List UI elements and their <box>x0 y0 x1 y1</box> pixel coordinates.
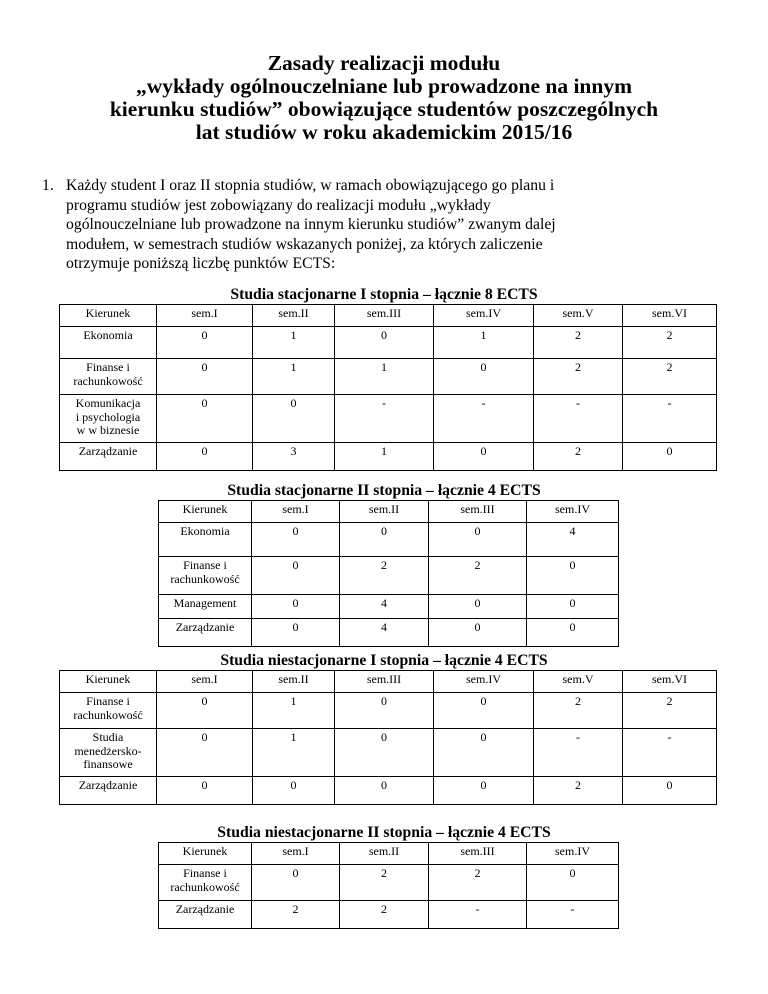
ects-value-cell: 0 <box>157 443 253 471</box>
column-header-semester: sem.III <box>335 305 434 327</box>
ects-value-cell: 0 <box>253 777 335 805</box>
intro-paragraph <box>42 176 706 274</box>
ects-value-cell: 2 <box>623 327 717 359</box>
ects-value-cell: 0 <box>527 557 619 595</box>
ects-value-cell: 0 <box>157 693 253 729</box>
column-header-semester: sem.I <box>252 843 340 865</box>
ects-value-cell: 0 <box>253 395 335 443</box>
ects-value-cell: 0 <box>434 693 534 729</box>
title-line: Zasady realizacji modułu <box>267 51 501 75</box>
section-heading-stacjonarne-1: Studia stacjonarne I stopnia – łącznie 8 ECTS <box>230 286 538 303</box>
ects-value-cell: 1 <box>335 359 434 395</box>
ects-value-cell: 0 <box>252 557 340 595</box>
kierunek-name-line: Studia <box>92 730 124 744</box>
ects-value-cell: 0 <box>527 865 619 901</box>
ects-value-cell: 0 <box>157 395 253 443</box>
ects-value-cell: 2 <box>340 865 429 901</box>
kierunek-name-line: rachunkowość <box>73 707 143 722</box>
table-stacjonarne-1 <box>59 304 717 471</box>
kierunek-name-line: w w biznesie <box>76 423 140 437</box>
title-line: lat studiów w roku akademickim 2015/16 <box>195 120 573 144</box>
table-row <box>159 901 619 929</box>
ects-value-cell: - <box>335 395 434 443</box>
row-kierunek-cell <box>60 443 157 471</box>
ects-value-cell: 0 <box>623 777 717 805</box>
column-header-semester: sem.V <box>534 305 623 327</box>
ects-value-cell: 1 <box>335 443 434 471</box>
table-row <box>159 865 619 901</box>
intro-line: ogólnouczelniane lub prowadzone na innym kierunku studiów” zwanym dalej <box>66 216 556 233</box>
column-header-semester: sem.IV <box>527 843 619 865</box>
ects-value-cell: 0 <box>429 595 527 619</box>
row-kierunek-cell <box>60 777 157 805</box>
ects-value-cell: 0 <box>527 595 619 619</box>
ects-value-cell: 0 <box>157 327 253 359</box>
table-row <box>60 729 717 777</box>
intro-line: otrzymuje poniższą liczbę punktów ECTS: <box>66 255 336 272</box>
column-header-semester: sem.III <box>429 501 527 523</box>
row-kierunek-cell <box>60 693 157 729</box>
ects-value-cell: 2 <box>534 693 623 729</box>
kierunek-name-line: Zarządzanie <box>175 902 235 916</box>
ects-value-cell: 0 <box>434 729 534 777</box>
ects-value-cell: 0 <box>429 619 527 647</box>
ects-value-cell: 0 <box>252 619 340 647</box>
ects-value-cell: - <box>534 729 623 777</box>
column-header-semester: sem.II <box>253 671 335 693</box>
kierunek-name-line: Zarządzanie <box>175 620 235 634</box>
column-header-semester: sem.VI <box>623 671 717 693</box>
section-heading-stacjonarne-2: Studia stacjonarne II stopnia – łącznie 4 ECTS <box>227 482 541 499</box>
column-header-kierunek: Kierunek <box>60 671 157 693</box>
intro-line: modułem, w semestrach studiów wskazanych poniżej, za których zaliczenie <box>66 235 543 253</box>
table-row <box>60 777 717 805</box>
table-header-row <box>159 843 619 865</box>
ects-value-cell: 0 <box>157 729 253 777</box>
intro-line: Każdy student I oraz II stopnia studiów, w ramach obowiązującego go planu i <box>66 177 555 194</box>
ects-value-cell: 2 <box>252 901 340 929</box>
table-row <box>60 443 717 471</box>
ects-value-cell: 1 <box>434 327 534 359</box>
row-kierunek-cell <box>159 557 252 595</box>
intro-line: programu studiów jest zobowiązany do realizacji modułu „wykłady <box>66 196 491 214</box>
ects-value-cell: - <box>527 901 619 929</box>
ects-value-cell: 0 <box>335 729 434 777</box>
column-header-semester: sem.I <box>157 305 253 327</box>
ects-value-cell: 0 <box>429 523 527 557</box>
table-row <box>159 619 619 647</box>
kierunek-name-line: rachunkowość <box>170 571 240 586</box>
table-row <box>159 595 619 619</box>
row-kierunek-cell <box>159 619 252 647</box>
ects-value-cell: 0 <box>623 443 717 471</box>
kierunek-name-line: rachunkowość <box>170 879 240 894</box>
row-kierunek-cell <box>60 327 157 359</box>
title-line: kierunku studiów” obowiązujące studentów poszczególnych <box>109 97 659 121</box>
ects-value-cell: 0 <box>252 523 340 557</box>
ects-value-cell: 0 <box>252 595 340 619</box>
table-row <box>60 359 717 395</box>
table-niestacjonarne-2 <box>158 842 619 929</box>
ects-value-cell: 1 <box>253 359 335 395</box>
column-header-semester: sem.II <box>340 501 429 523</box>
ects-value-cell: 2 <box>534 327 623 359</box>
ects-value-cell: 4 <box>527 523 619 557</box>
table-header-row <box>159 501 619 523</box>
row-kierunek-cell <box>159 595 252 619</box>
table-header-row <box>60 305 717 327</box>
ects-value-cell: 2 <box>623 693 717 729</box>
ects-value-cell: 4 <box>340 619 429 647</box>
row-kierunek-cell <box>60 729 157 777</box>
ects-value-cell: 1 <box>253 729 335 777</box>
ects-value-cell: - <box>534 395 623 443</box>
column-header-semester: sem.IV <box>434 671 534 693</box>
ects-value-cell: 0 <box>434 443 534 471</box>
column-header-semester: sem.V <box>534 671 623 693</box>
column-header-kierunek: Kierunek <box>60 305 157 327</box>
column-header-semester: sem.II <box>340 843 429 865</box>
ects-value-cell: 2 <box>429 865 527 901</box>
ects-value-cell: 0 <box>157 359 253 395</box>
ects-value-cell: 2 <box>534 777 623 805</box>
ects-value-cell: 0 <box>335 693 434 729</box>
column-header-semester: sem.II <box>253 305 335 327</box>
ects-value-cell: 1 <box>253 693 335 729</box>
ects-value-cell: 2 <box>340 557 429 595</box>
column-header-semester: sem.III <box>429 843 527 865</box>
ects-value-cell: 2 <box>534 359 623 395</box>
ects-value-cell: - <box>623 729 717 777</box>
column-header-semester: sem.I <box>157 671 253 693</box>
title-line: „wykłady ogólnouczelniane lub prowadzone na innym <box>136 74 632 98</box>
column-header-semester: sem.I <box>252 501 340 523</box>
kierunek-name-line: i psychologia <box>75 409 141 424</box>
kierunek-name-line: Finanse i <box>183 558 227 572</box>
row-kierunek-cell <box>60 359 157 395</box>
row-kierunek-cell <box>159 865 252 901</box>
list-number: 1. <box>42 177 54 194</box>
ects-value-cell: 2 <box>534 443 623 471</box>
column-header-kierunek: Kierunek <box>159 501 252 523</box>
table-niestacjonarne-1 <box>59 670 717 805</box>
ects-value-cell: 0 <box>335 327 434 359</box>
row-kierunek-cell <box>159 901 252 929</box>
ects-value-cell: 0 <box>252 865 340 901</box>
document-title <box>40 52 728 144</box>
kierunek-name-line: Ekonomia <box>83 328 133 342</box>
table-row <box>159 523 619 557</box>
kierunek-name-line: Zarządzanie <box>78 444 138 458</box>
ects-value-cell: 0 <box>335 777 434 805</box>
ects-value-cell: 1 <box>253 327 335 359</box>
kierunek-name-line: menedżersko- <box>74 743 142 758</box>
ects-value-cell: 2 <box>340 901 429 929</box>
ects-value-cell: 2 <box>623 359 717 395</box>
ects-value-cell: - <box>623 395 717 443</box>
kierunek-name-line: Management <box>173 596 237 610</box>
column-header-semester: sem.IV <box>434 305 534 327</box>
column-header-semester: sem.VI <box>623 305 717 327</box>
section-heading-niestacjonarne-1: Studia niestacjonarne I stopnia – łącznie 4 ECTS <box>220 652 548 669</box>
column-header-semester: sem.III <box>335 671 434 693</box>
table-header-row <box>60 671 717 693</box>
kierunek-name-line: rachunkowość <box>73 373 143 388</box>
section-heading-niestacjonarne-2: Studia niestacjonarne II stopnia – łącznie 4 ECTS <box>217 824 551 841</box>
table-stacjonarne-2 <box>158 500 619 647</box>
kierunek-name-line: Finanse i <box>86 360 130 374</box>
ects-value-cell: 0 <box>434 777 534 805</box>
table-row <box>60 395 717 443</box>
kierunek-name-line: Komunikacja <box>75 396 141 410</box>
table-row <box>159 557 619 595</box>
ects-value-cell: 3 <box>253 443 335 471</box>
ects-value-cell: 0 <box>340 523 429 557</box>
ects-value-cell: 4 <box>340 595 429 619</box>
ects-value-cell: 0 <box>527 619 619 647</box>
ects-value-cell: 2 <box>429 557 527 595</box>
ects-value-cell: 0 <box>434 359 534 395</box>
kierunek-name-line: Finanse i <box>86 694 130 708</box>
ects-value-cell: 0 <box>157 777 253 805</box>
kierunek-name-line: Zarządzanie <box>78 778 138 792</box>
table-row <box>60 327 717 359</box>
column-header-kierunek: Kierunek <box>159 843 252 865</box>
kierunek-name-line: Finanse i <box>183 866 227 880</box>
row-kierunek-cell <box>60 395 157 443</box>
table-row <box>60 693 717 729</box>
ects-value-cell: - <box>434 395 534 443</box>
ects-value-cell: - <box>429 901 527 929</box>
kierunek-name-line: finansowe <box>83 757 133 771</box>
column-header-semester: sem.IV <box>527 501 619 523</box>
kierunek-name-line: Ekonomia <box>180 524 230 538</box>
row-kierunek-cell <box>159 523 252 557</box>
